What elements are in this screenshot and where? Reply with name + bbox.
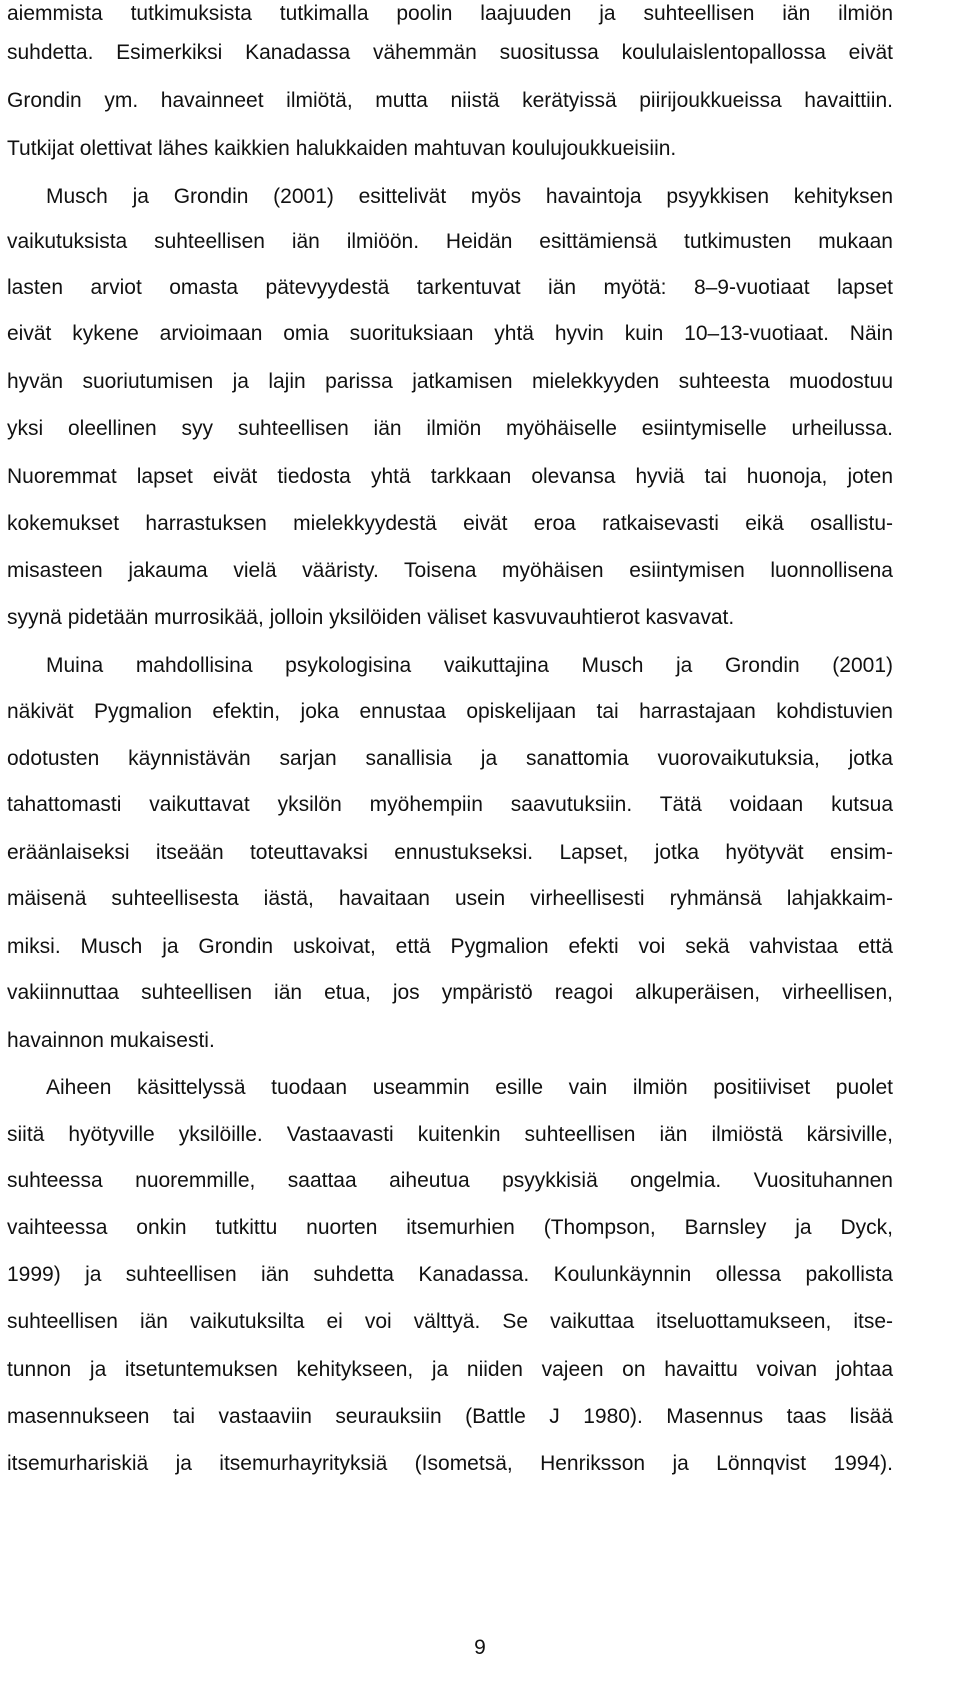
text-line: Aiheen käsittelyssä tuodaan useammin esille vain ilmiön positiiviset puolet: [46, 1076, 893, 1099]
text-line: suhteessa nuoremmille, saattaa aiheutua psyykkisiä ongelmia. Vuosituhannen: [7, 1169, 893, 1192]
text-line: vaihteessa onkin tutkittu nuorten itsemurhien (Thompson, Barnsley ja Dyck,: [7, 1216, 893, 1239]
text-line: tahattomasti vaikuttavat yksilön myöhempiin saavutuksiin. Tätä voidaan kutsua: [7, 793, 893, 816]
text-line: Grondin ym. havainneet ilmiötä, mutta niistä kerätyissä piirijoukkueissa havaittiin.: [7, 89, 893, 112]
text-line: vaikutuksista suhteellisen iän ilmiöön. Heidän esittämiensä tutkimusten mukaan: [7, 230, 893, 253]
text-line: odotusten käynnistävän sarjan sanallisia ja sanattomia vuorovaikutuksia, jotka: [7, 747, 893, 770]
text-line: syynä pidetään murrosikää, jolloin yksilöiden väliset kasvuvauhtierot kasvavat.: [7, 606, 735, 629]
text-line: havainnon mukaisesti.: [7, 1029, 215, 1052]
text-line: aiemmista tutkimuksista tutkimalla poolin laajuuden ja suhteellisen iän ilmiön: [7, 2, 893, 25]
text-line: itsemurhariskiä ja itsemurhayrityksiä (Isometsä, Henriksson ja Lönnqvist 1994).: [7, 1452, 893, 1475]
text-line: 1999) ja suhteellisen iän suhdetta Kanadassa. Koulunkäynnin ollessa pakollista: [7, 1263, 893, 1286]
text-line: näkivät Pygmalion efektin, joka ennustaa opiskelijaan tai harrastajaan kohdistuvien: [7, 700, 893, 723]
text-line: mäisenä suhteellisesta iästä, havaitaan usein virheellisesti ryhmänsä lahjakkaim-: [7, 887, 893, 910]
text-line: yksi oleellinen syy suhteellisen iän ilmiön myöhäiselle esiintymiselle urheilussa.: [7, 417, 893, 440]
text-line: eräänlaiseksi itseään toteuttavaksi ennustukseksi. Lapset, jotka hyötyvät ensim-: [7, 841, 893, 864]
text-line: suhteellisen iän vaikutuksilta ei voi välttyä. Se vaikuttaa itseluottamukseen, itse-: [7, 1310, 893, 1333]
text-line: Muina mahdollisina psykologisina vaikuttajina Musch ja Grondin (2001): [46, 654, 893, 677]
text-line: suhdetta. Esimerkiksi Kanadassa vähemmän suositussa koululaislentopallossa eivät: [7, 41, 893, 64]
text-line: miksi. Musch ja Grondin uskoivat, että Pygmalion efekti voi sekä vahvistaa että: [7, 935, 893, 958]
text-line: hyvän suoriutumisen ja lajin parissa jatkamisen mielekkyyden suhteesta muodostuu: [7, 370, 893, 393]
text-line: kokemukset harrastuksen mielekkyydestä eivät eroa ratkaisevasti eikä osallistu-: [7, 512, 893, 535]
text-line: lasten arviot omasta pätevyydestä tarkentuvat iän myötä: 8–9-vuotiaat lapset: [7, 276, 893, 299]
text-line: Tutkijat olettivat lähes kaikkien halukkaiden mahtuvan koulujoukkueisiin.: [7, 137, 677, 160]
text-line: misasteen jakauma vielä vääristy. Toisena myöhäisen esiintymisen luonnollisena: [7, 559, 893, 582]
text-line: Musch ja Grondin (2001) esittelivät myös havaintoja psyykkisen kehityksen: [46, 185, 893, 208]
text-line: masennukseen tai vastaaviin seurauksiin (Battle J 1980). Masennus taas lisää: [7, 1405, 893, 1428]
text-line: eivät kykene arvioimaan omia suorituksiaan yhtä hyvin kuin 10–13-vuotiaat. Näin: [7, 322, 893, 345]
text-line: vakiinnuttaa suhteellisen iän etua, jos ympäristö reagoi alkuperäisen, virheellisen,: [7, 981, 893, 1004]
text-line: tunnon ja itsetuntemuksen kehitykseen, ja niiden vajeen on havaittu voivan johtaa: [7, 1358, 893, 1381]
text-line: Nuoremmat lapset eivät tiedosta yhtä tarkkaan olevansa hyviä tai huonoja, joten: [7, 465, 893, 488]
page-number: 9: [474, 1636, 486, 1659]
text-line: siitä hyötyville yksilöille. Vastaavasti kuitenkin suhteellisen iän ilmiöstä kärsiville,: [7, 1123, 893, 1146]
